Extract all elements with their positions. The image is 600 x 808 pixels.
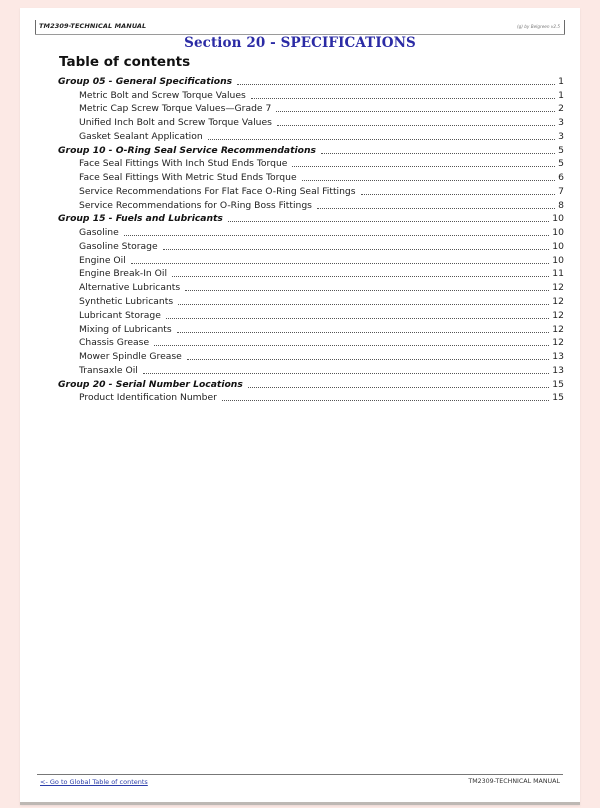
section-title: Section 20 - SPECIFICATIONS	[184, 35, 416, 51]
toc-entry-label[interactable]: Mixing of Lubricants	[79, 323, 172, 335]
toc-item-row[interactable]	[58, 239, 564, 253]
dot-leader	[131, 254, 550, 264]
toc-item-row[interactable]	[58, 198, 564, 212]
toc-entry-label[interactable]: Face Seal Fittings With Metric Stud Ends Torque	[79, 172, 297, 184]
toc-page-number[interactable]: 1	[558, 75, 564, 87]
toc-entry-label[interactable]: Gasoline Storage	[79, 240, 158, 252]
toc-item-row[interactable]	[58, 225, 564, 239]
dot-leader	[361, 185, 556, 195]
toc-group-row[interactable]	[58, 143, 564, 157]
toc-entry-label[interactable]: Transaxle Oil	[79, 364, 138, 376]
dot-leader	[237, 75, 555, 85]
toc-entry-label[interactable]: Synthetic Lubricants	[79, 296, 174, 308]
toc-page-number[interactable]: 10	[552, 227, 564, 239]
toc-item-row[interactable]	[58, 115, 564, 129]
toc-entry-label[interactable]: Face Seal Fittings With Inch Stud Ends Torque	[79, 158, 288, 170]
toc-page-number[interactable]: 10	[552, 240, 564, 252]
dot-leader	[208, 130, 555, 140]
toc-entry-label[interactable]: Alternative Lubricants	[79, 282, 181, 294]
dot-leader	[248, 378, 550, 388]
dot-leader	[185, 281, 549, 291]
toc-page-number[interactable]: 12	[552, 323, 564, 335]
toc-entry-label[interactable]: Metric Cap Screw Torque Values—Grade 7	[79, 103, 272, 115]
toc-page-number[interactable]: 10	[552, 254, 564, 266]
toc-item-row[interactable]	[58, 336, 564, 350]
toc-page-number[interactable]: 12	[552, 309, 564, 321]
toc-entry-label[interactable]: Engine Break-In Oil	[79, 268, 167, 280]
dot-leader	[277, 116, 555, 126]
dot-leader	[222, 391, 549, 401]
toc-page-number[interactable]: 13	[552, 364, 564, 376]
toc-item-row[interactable]	[58, 88, 564, 102]
toc-page-number[interactable]: 8	[558, 199, 564, 211]
toc-entry-label[interactable]: Group 05 - General Specifications	[58, 75, 233, 87]
dot-leader	[292, 157, 555, 167]
toc-page-number[interactable]: 2	[558, 103, 564, 115]
dot-leader	[178, 295, 549, 305]
toc-group-row[interactable]	[58, 212, 564, 226]
toc-entry-label[interactable]: Gasket Sealant Application	[79, 130, 203, 142]
toc-item-row[interactable]	[58, 363, 564, 377]
dot-leader	[276, 102, 555, 112]
dot-leader	[302, 171, 556, 181]
toc-item-row[interactable]	[58, 322, 564, 336]
dot-leader	[163, 240, 550, 250]
toc-page-number[interactable]: 5	[558, 158, 564, 170]
toc-entry-label[interactable]: Service Recommendations for O-Ring Boss Fittings	[79, 199, 312, 211]
toc-page-number[interactable]: 6	[558, 172, 564, 184]
toc-page-number[interactable]: 10	[552, 213, 564, 225]
toc-item-row[interactable]	[58, 308, 564, 322]
toc-page-number[interactable]: 15	[552, 378, 564, 390]
page-header	[35, 20, 565, 35]
toc-page-number[interactable]: 11	[552, 268, 564, 280]
dot-leader	[187, 350, 549, 360]
toc-page-number[interactable]: 3	[558, 130, 564, 142]
toc-entry-label[interactable]: Group 15 - Fuels and Lubricants	[58, 213, 223, 225]
toc-page-number[interactable]: 12	[552, 282, 564, 294]
toc-entry-label[interactable]: Unified Inch Bolt and Screw Torque Values	[79, 117, 272, 129]
toc-page-number[interactable]: 13	[552, 351, 564, 363]
dot-leader	[177, 323, 550, 333]
toc-item-row[interactable]	[58, 267, 564, 281]
toc-group-row[interactable]	[58, 74, 564, 88]
dot-leader	[251, 89, 555, 99]
toc-entry-label[interactable]: Engine Oil	[79, 254, 126, 266]
toc-entry-label[interactable]: Chassis Grease	[79, 337, 150, 349]
toc-item-row[interactable]	[58, 170, 564, 184]
toc-entry-label[interactable]: Group 10 - O-Ring Seal Service Recommendations	[58, 144, 316, 156]
toc-page-number[interactable]: 1	[558, 89, 564, 101]
toc-item-row[interactable]	[58, 294, 564, 308]
toc-page-number[interactable]: 15	[552, 392, 564, 404]
toc-item-row[interactable]	[58, 391, 564, 405]
footer-divider	[37, 774, 563, 775]
toc-page-number[interactable]: 12	[552, 296, 564, 308]
toc-entry-label[interactable]: Service Recommendations For Flat Face O-Ring Seal Fittings	[79, 185, 356, 197]
toc-entry-label[interactable]: Group 20 - Serial Number Locations	[58, 378, 243, 390]
toc-entry-label[interactable]: Product Identification Number	[79, 392, 217, 404]
dot-leader	[143, 364, 549, 374]
toc-item-row[interactable]	[58, 129, 564, 143]
toc-item-row[interactable]	[58, 280, 564, 294]
dot-leader	[228, 212, 549, 222]
dot-leader	[321, 144, 555, 154]
dot-leader	[166, 309, 549, 319]
toc-page-number[interactable]: 3	[558, 117, 564, 129]
toc-item-row[interactable]	[58, 253, 564, 267]
toc-page-number[interactable]: 12	[552, 337, 564, 349]
document-page	[20, 8, 580, 805]
toc-entry-label[interactable]: Gasoline	[79, 227, 119, 239]
dot-leader	[154, 336, 549, 346]
footer-manual-label: TM2309-TECHNICAL MANUAL	[468, 778, 560, 785]
dot-leader	[172, 267, 549, 277]
toc-group-row[interactable]	[58, 377, 564, 391]
toc-page-number[interactable]: 5	[558, 144, 564, 156]
toc-entry-label[interactable]: Mower Spindle Grease	[79, 351, 182, 363]
header-manual-label: TM2309-TECHNICAL MANUAL	[35, 20, 146, 34]
dot-leader	[317, 199, 555, 209]
toc-item-row[interactable]	[58, 349, 564, 363]
toc-page-number[interactable]: 7	[558, 185, 564, 197]
dot-leader	[124, 226, 550, 236]
toc-entry-label[interactable]: Lubricant Storage	[79, 309, 161, 321]
table-of-contents	[58, 74, 564, 404]
toc-item-row[interactable]	[58, 157, 564, 171]
global-toc-link[interactable]: <- Go to Global Table of contents	[40, 778, 148, 786]
toc-entry-label[interactable]: Metric Bolt and Screw Torque Values	[79, 89, 246, 101]
toc-item-row[interactable]	[58, 184, 564, 198]
toc-title: Table of contents	[59, 54, 191, 70]
toc-item-row[interactable]	[58, 102, 564, 116]
header-credit: (g) by Belgreen v2.5	[517, 20, 565, 34]
